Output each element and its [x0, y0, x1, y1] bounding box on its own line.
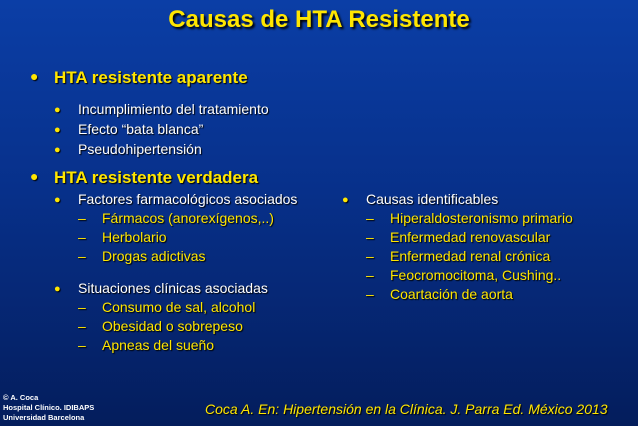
subheading-farmacologicos: ● Factores farmacológicos asociados [54, 191, 298, 207]
list-item: ● Incumplimiento del tratamiento [54, 101, 269, 117]
list-item: – Enfermedad renal crónica [366, 248, 551, 264]
subheading-identificables: ● Causas identificables [342, 191, 499, 207]
bullet-icon: ● [54, 283, 61, 295]
dash-icon: – [78, 337, 86, 353]
dash-icon: – [366, 267, 374, 283]
university-text: Universidad Barcelona [3, 413, 85, 422]
list-item: – Hiperaldosteronismo primario [366, 210, 573, 226]
list-item: – Obesidad o sobrepeso [78, 318, 243, 334]
citation-text: Coca A. En: Hipertensión en la Clínica. J. Parra Ed. México 2013 [205, 401, 608, 417]
list-item: – Enfermedad renovascular [366, 229, 551, 245]
dash-icon: – [78, 229, 86, 245]
list-item: – Fármacos (anorexígenos,..) [78, 210, 274, 226]
slide-title: Causas de HTA Resistente [168, 6, 470, 33]
list-item: ● Efecto “bata blanca” [54, 121, 204, 137]
bullet-icon: ● [342, 194, 349, 206]
heading-aparente-label: HTA resistente aparente [54, 68, 248, 87]
bullet-icon: ● [54, 144, 61, 156]
list-item: – Apneas del sueño [78, 337, 215, 353]
bullet-icon: ● [54, 104, 61, 116]
dash-icon: – [78, 318, 86, 334]
list-item: – Consumo de sal, alcohol [78, 299, 256, 315]
dash-icon: – [78, 248, 86, 264]
heading-aparente [30, 68, 248, 88]
dash-icon: – [366, 210, 374, 226]
heading-verdadera [30, 168, 258, 188]
list-item: ● Pseudohipertensión [54, 141, 202, 157]
dash-icon: – [366, 286, 374, 302]
subheading-clinicas: ● Situaciones clínicas asociadas [54, 280, 268, 296]
bullet-icon: ● [54, 194, 61, 206]
list-item: – Drogas adictivas [78, 248, 206, 264]
heading-verdadera-label: HTA resistente verdadera [54, 168, 259, 187]
list-item: – Herbolario [78, 229, 167, 245]
list-item: – Coartación de aorta [366, 286, 513, 302]
bullet-icon: ● [30, 168, 39, 184]
dash-icon: – [366, 248, 374, 264]
footer-credits [3, 393, 94, 423]
copyright-text: © A. Coca [3, 393, 39, 402]
dash-icon: – [366, 229, 374, 245]
bullet-icon: ● [30, 68, 39, 84]
institution-text: Hospital Clínico. IDIBAPS [3, 403, 95, 412]
bullet-icon: ● [54, 124, 61, 136]
dash-icon: – [78, 299, 86, 315]
dash-icon: – [78, 210, 86, 226]
list-item: – Feocromocitoma, Cushing.. [366, 267, 562, 283]
